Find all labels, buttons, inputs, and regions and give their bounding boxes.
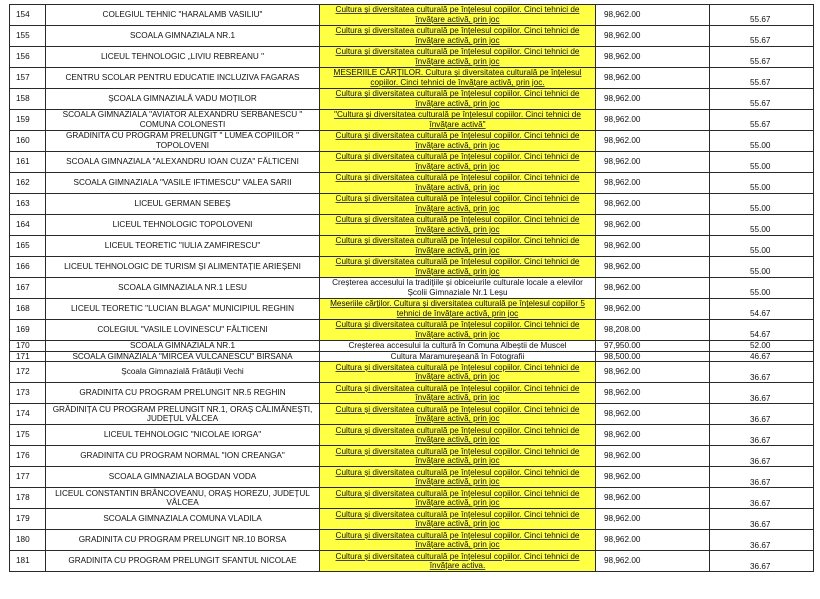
school-name-cell: GRADINITA CU PROGRAM PRELUNGIT SFANTUL NICOLAE bbox=[46, 551, 320, 572]
project-title-cell: Cultura și diversitatea culturală pe înțelesul copiilor. Cinci tehnici de învățare activă, prin joc bbox=[320, 509, 596, 530]
table-row bbox=[10, 351, 814, 362]
score-cell: 36.67 bbox=[710, 551, 814, 572]
table-row bbox=[10, 173, 814, 194]
school-name-cell: Școala Gimnazială Frătăuții Vechi bbox=[46, 362, 320, 383]
school-name-cell: SCOALA GIMNAZIALA BOGDAN VODA bbox=[46, 467, 320, 488]
school-name-cell: SCOALA GIMNAZIALA NR.1 bbox=[46, 341, 320, 352]
table-row bbox=[10, 425, 814, 446]
school-name-cell: LICEUL TEHNOLOGIC „LIVIU REBREANU " bbox=[46, 47, 320, 68]
amount-cell: 98,962.00 bbox=[596, 488, 710, 509]
school-name-cell: GRADINITA CU PROGRAM NORMAL "ION CREANGA" bbox=[46, 446, 320, 467]
project-title-cell: Cultura și diversitatea culturală pe înțelesul copiilor. Cinci tehnici de învățare activă, prin joc bbox=[320, 89, 596, 110]
row-number-cell: 161 bbox=[10, 152, 46, 173]
row-number-cell: 170 bbox=[10, 341, 46, 352]
school-name-cell: SCOALA GIMNAZIALA "AVIATOR ALEXANDRU SERBANESCU " COMUNA COLONESTI bbox=[46, 110, 320, 131]
row-number-cell: 180 bbox=[10, 530, 46, 551]
project-title-cell: Cultura și diversitatea culturală pe înțelesul copiilor. Cinci tehnici de învățare activă, prin joc bbox=[320, 320, 596, 341]
project-title-cell: Creșterea accesului la tradiţiile și obiceiurile culturale locale a elevilor Școlii Gimnaziale Nr.1 Leșu bbox=[320, 278, 596, 299]
table-row bbox=[10, 68, 814, 89]
school-name-cell: SCOALA GIMNAZIALA NR.1 bbox=[46, 26, 320, 47]
score-cell: 36.67 bbox=[710, 446, 814, 467]
table-row bbox=[10, 362, 814, 383]
table-row bbox=[10, 404, 814, 425]
score-cell: 36.67 bbox=[710, 383, 814, 404]
project-title-cell: Cultura și diversitatea culturală pe înțelesul copiilor. Cinci tehnici de învățare activă, prin joc bbox=[320, 446, 596, 467]
score-cell: 55.00 bbox=[710, 194, 814, 215]
table-row bbox=[10, 446, 814, 467]
project-title-cell: Cultura și diversitatea culturală pe înțelesul copiilor. Cinci tehnici de învățare activă, prin joc bbox=[320, 215, 596, 236]
project-title-cell: Cultura și diversitatea culturală pe înțelesul copiilor. Cinci tehnici de învățare activă, prin joc bbox=[320, 425, 596, 446]
amount-cell: 98,962.00 bbox=[596, 110, 710, 131]
school-name-cell: LICEUL CONSTANTIN BRÂNCOVEANU, ORAȘ HOREZU, JUDEȚUL VÂLCEA bbox=[46, 488, 320, 509]
score-cell: 55.67 bbox=[710, 110, 814, 131]
project-title-cell: Cultura și diversitatea culturală pe înțelesul copiilor. Cinci tehnici de învățare activa. bbox=[320, 551, 596, 572]
row-number-cell: 163 bbox=[10, 194, 46, 215]
score-cell: 55.00 bbox=[710, 131, 814, 152]
amount-cell: 98,962.00 bbox=[596, 551, 710, 572]
row-number-cell: 178 bbox=[10, 488, 46, 509]
score-cell: 46.67 bbox=[710, 351, 814, 362]
score-cell: 55.00 bbox=[710, 236, 814, 257]
project-title-cell: Cultura și diversitatea culturală pe înțelesul copiilor. Cinci tehnici de învățare activă, prin joc bbox=[320, 26, 596, 47]
table-row bbox=[10, 47, 814, 68]
amount-cell: 98,500.00 bbox=[596, 351, 710, 362]
score-cell: 36.67 bbox=[710, 425, 814, 446]
amount-cell: 98,962.00 bbox=[596, 152, 710, 173]
project-title-cell: Cultura și diversitatea culturală pe înțelesul copiilor. Cinci tehnici de învățare activă, prin joc bbox=[320, 236, 596, 257]
project-title-cell: Cultura și diversitatea culturală pe înțelesul copiilor. Cinci tehnici de învățare activă, prin joc bbox=[320, 467, 596, 488]
school-name-cell: LICEUL GERMAN SEBEȘ bbox=[46, 194, 320, 215]
table-row bbox=[10, 299, 814, 320]
table-row bbox=[10, 152, 814, 173]
table-row bbox=[10, 278, 814, 299]
row-number-cell: 179 bbox=[10, 509, 46, 530]
project-title-cell: Cultura și diversitatea culturală pe înțelesul copiilor. Cinci tehnici de învățare activă, prin joc bbox=[320, 131, 596, 152]
school-name-cell: LICEUL TEHNOLOGIC DE TURISM ȘI ALIMENTAȚIE ARIEȘENI bbox=[46, 257, 320, 278]
score-cell: 55.00 bbox=[710, 278, 814, 299]
row-number-cell: 155 bbox=[10, 26, 46, 47]
amount-cell: 98,962.00 bbox=[596, 278, 710, 299]
amount-cell: 98,962.00 bbox=[596, 383, 710, 404]
project-title-cell: Cultura și diversitatea culturală pe înțelesul copiilor. Cinci tehnici de învățare activă, prin joc bbox=[320, 404, 596, 425]
row-number-cell: 154 bbox=[10, 5, 46, 26]
amount-cell: 98,962.00 bbox=[596, 5, 710, 26]
table-row bbox=[10, 488, 814, 509]
amount-cell: 98,962.00 bbox=[596, 425, 710, 446]
score-cell: 55.00 bbox=[710, 173, 814, 194]
row-number-cell: 172 bbox=[10, 362, 46, 383]
school-name-cell: LICEUL TEORETIC "IULIA ZAMFIRESCU" bbox=[46, 236, 320, 257]
table-body bbox=[10, 5, 814, 572]
row-number-cell: 158 bbox=[10, 89, 46, 110]
score-cell: 55.67 bbox=[710, 5, 814, 26]
amount-cell: 98,962.00 bbox=[596, 194, 710, 215]
row-number-cell: 168 bbox=[10, 299, 46, 320]
row-number-cell: 160 bbox=[10, 131, 46, 152]
table-row bbox=[10, 320, 814, 341]
row-number-cell: 157 bbox=[10, 68, 46, 89]
table-row bbox=[10, 341, 814, 352]
amount-cell: 98,962.00 bbox=[596, 362, 710, 383]
school-name-cell: SCOALA GIMNAZIALA NR.1 LESU bbox=[46, 278, 320, 299]
amount-cell: 98,962.00 bbox=[596, 299, 710, 320]
school-name-cell: SCOALA GIMNAZIALA "ALEXANDRU IOAN CUZA" FĂLTICENI bbox=[46, 152, 320, 173]
row-number-cell: 166 bbox=[10, 257, 46, 278]
project-title-cell: Cultura și diversitatea culturală pe înțelesul copiilor. Cinci tehnici de învățare activă, prin joc bbox=[320, 152, 596, 173]
school-name-cell: COLEGIUL TEHNIC "HARALAMB VASILIU" bbox=[46, 5, 320, 26]
score-cell: 55.00 bbox=[710, 257, 814, 278]
row-number-cell: 177 bbox=[10, 467, 46, 488]
score-cell: 55.67 bbox=[710, 47, 814, 68]
amount-cell: 98,962.00 bbox=[596, 26, 710, 47]
score-cell: 55.00 bbox=[710, 215, 814, 236]
amount-cell: 98,962.00 bbox=[596, 47, 710, 68]
score-cell: 36.67 bbox=[710, 362, 814, 383]
project-title-cell: Cultura Maramureșeană în Fotografii bbox=[320, 351, 596, 362]
project-title-cell: Meseriile cărților. Cultura și diversitatea culturală pe înțelesul copiilor 5 tehnici de învățare activă, prin joc bbox=[320, 299, 596, 320]
score-cell: 54.67 bbox=[710, 299, 814, 320]
row-number-cell: 159 bbox=[10, 110, 46, 131]
amount-cell: 97,950.00 bbox=[596, 341, 710, 352]
project-title-cell: Cultura și diversitatea culturală pe înțelesul copiilor. Cinci tehnici de învățare activă, prin joc bbox=[320, 488, 596, 509]
score-cell: 36.67 bbox=[710, 488, 814, 509]
row-number-cell: 181 bbox=[10, 551, 46, 572]
table-row bbox=[10, 131, 814, 152]
score-cell: 55.67 bbox=[710, 26, 814, 47]
amount-cell: 98,208.00 bbox=[596, 320, 710, 341]
amount-cell: 98,962.00 bbox=[596, 68, 710, 89]
school-name-cell: GRADINITA CU PROGRAM PRELUNGIT " LUMEA COPIILOR " TOPOLOVENI bbox=[46, 131, 320, 152]
school-name-cell: ȘCOALA GIMNAZIALĂ VADU MOȚILOR bbox=[46, 89, 320, 110]
project-title-cell: Cultura și diversitatea culturală pe înțelesul copiilor. Cinci tehnici de învățare activă, prin joc bbox=[320, 362, 596, 383]
project-title-cell: Cultura și diversitatea culturală pe înțelesul copiilor. Cinci tehnici de învățare activă, prin joc bbox=[320, 47, 596, 68]
amount-cell: 98,962.00 bbox=[596, 131, 710, 152]
table-row bbox=[10, 215, 814, 236]
row-number-cell: 164 bbox=[10, 215, 46, 236]
row-number-cell: 173 bbox=[10, 383, 46, 404]
row-number-cell: 175 bbox=[10, 425, 46, 446]
school-name-cell: CENTRU SCOLAR PENTRU EDUCATIE INCLUZIVA FAGARAS bbox=[46, 68, 320, 89]
amount-cell: 98,962.00 bbox=[596, 530, 710, 551]
row-number-cell: 169 bbox=[10, 320, 46, 341]
project-title-cell: Creșterea accesului la cultură în Comuna Albeștii de Muscel bbox=[320, 341, 596, 352]
school-name-cell: LICEUL TEHNOLOGIC TOPOLOVENI bbox=[46, 215, 320, 236]
table-row bbox=[10, 194, 814, 215]
score-cell: 55.67 bbox=[710, 68, 814, 89]
score-cell: 55.67 bbox=[710, 89, 814, 110]
table-row bbox=[10, 467, 814, 488]
amount-cell: 98,962.00 bbox=[596, 215, 710, 236]
row-number-cell: 165 bbox=[10, 236, 46, 257]
table-row bbox=[10, 110, 814, 131]
score-cell: 36.67 bbox=[710, 467, 814, 488]
amount-cell: 98,962.00 bbox=[596, 236, 710, 257]
school-name-cell: GRADINITA CU PROGRAM PRELUNGIT NR.5 REGHIN bbox=[46, 383, 320, 404]
school-name-cell: SCOALA GIMNAZIALA "MIRCEA VULCANESCU" BIRSANA bbox=[46, 351, 320, 362]
score-cell: 36.67 bbox=[710, 530, 814, 551]
amount-cell: 98,962.00 bbox=[596, 509, 710, 530]
table-row bbox=[10, 257, 814, 278]
amount-cell: 98,962.00 bbox=[596, 446, 710, 467]
row-number-cell: 162 bbox=[10, 173, 46, 194]
score-cell: 52.00 bbox=[710, 341, 814, 352]
row-number-cell: 174 bbox=[10, 404, 46, 425]
project-title-cell: Cultura și diversitatea culturală pe înțelesul copiilor. Cinci tehnici de învățare activă, prin joc bbox=[320, 173, 596, 194]
row-number-cell: 167 bbox=[10, 278, 46, 299]
score-cell: 36.67 bbox=[710, 509, 814, 530]
table-row bbox=[10, 236, 814, 257]
table-row bbox=[10, 530, 814, 551]
results-table bbox=[9, 4, 814, 572]
project-title-cell: Cultura și diversitatea culturală pe înțelesul copiilor. Cinci tehnici de învățare activă, prin joc bbox=[320, 194, 596, 215]
school-name-cell: GRĂDINIȚA CU PROGRAM PRELUNGIT NR.1, ORAȘ CĂLIMĂNEȘTI, JUDEȚUL VÂLCEA bbox=[46, 404, 320, 425]
project-title-cell: Cultura și diversitatea culturală pe înțelesul copiilor. Cinci tehnici de învățare activă, prin joc bbox=[320, 383, 596, 404]
score-cell: 36.67 bbox=[710, 404, 814, 425]
project-title-cell: Cultura și diversitatea culturală pe înțelesul copiilor. Cinci tehnici de învățare activă, prin joc bbox=[320, 257, 596, 278]
score-cell: 55.00 bbox=[710, 152, 814, 173]
school-name-cell: LICEUL TEHNOLOGIC "NICOLAE IORGA" bbox=[46, 425, 320, 446]
table-row bbox=[10, 89, 814, 110]
school-name-cell: SCOALA GIMNAZIALA COMUNA VLADILA bbox=[46, 509, 320, 530]
table-row bbox=[10, 383, 814, 404]
row-number-cell: 176 bbox=[10, 446, 46, 467]
school-name-cell: COLEGIUL "VASILE LOVINESCU" FĂLTICENI bbox=[46, 320, 320, 341]
project-title-cell: Cultura și diversitatea culturală pe înțelesul copiilor. Cinci tehnici de învățare activă, prin joc bbox=[320, 530, 596, 551]
table-row bbox=[10, 551, 814, 572]
project-title-cell: Cultura și diversitatea culturală pe înțelesul copiilor. Cinci tehnici de învățare activă, prin joc bbox=[320, 5, 596, 26]
row-number-cell: 171 bbox=[10, 351, 46, 362]
table-row bbox=[10, 5, 814, 26]
school-name-cell: SCOALA GIMNAZIALA "VASILE IFTIMESCU" VALEA SARII bbox=[46, 173, 320, 194]
amount-cell: 98,962.00 bbox=[596, 467, 710, 488]
row-number-cell: 156 bbox=[10, 47, 46, 68]
score-cell: 54.67 bbox=[710, 320, 814, 341]
table-row bbox=[10, 26, 814, 47]
amount-cell: 98,962.00 bbox=[596, 173, 710, 194]
school-name-cell: GRADINITA CU PROGRAM PRELUNGIT NR.10 BORSA bbox=[46, 530, 320, 551]
project-title-cell: MESERIILE CĂRȚILOR. Cultura și diversitatea culturală pe înțelesul copiilor. Cinci tehnici de învățare activă, prin joc. bbox=[320, 68, 596, 89]
project-title-cell: "Cultura și diversitatea culturală pe înțelesul copiilor. Cinci tehnici de învățare activă" bbox=[320, 110, 596, 131]
amount-cell: 98,962.00 bbox=[596, 257, 710, 278]
school-name-cell: LICEUL TEORETIC "LUCIAN BLAGA" MUNICIPIUL REGHIN bbox=[46, 299, 320, 320]
table-row bbox=[10, 509, 814, 530]
amount-cell: 98,962.00 bbox=[596, 404, 710, 425]
amount-cell: 98,962.00 bbox=[596, 89, 710, 110]
